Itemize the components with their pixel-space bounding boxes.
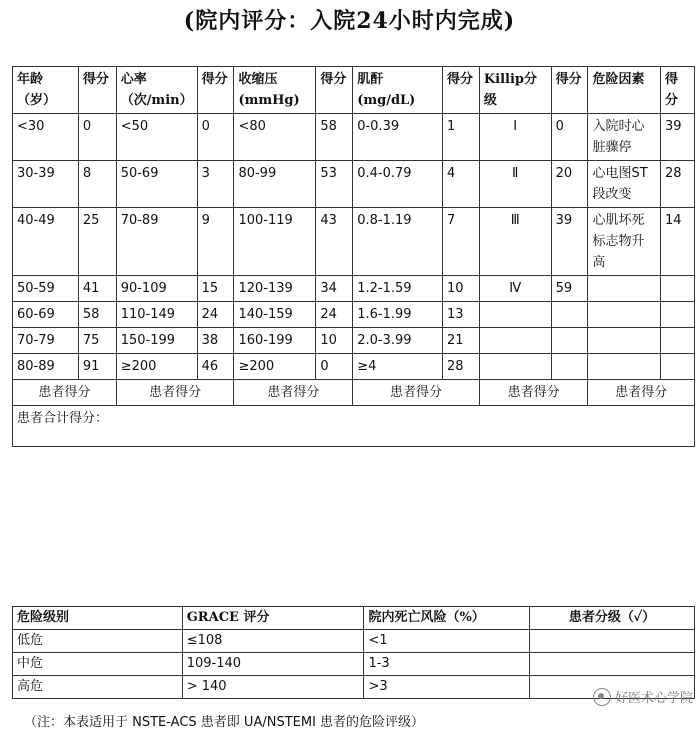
table-cell: 4 (442, 161, 479, 208)
table-cell: ≥200 (116, 354, 197, 380)
table-cell: 0 (78, 114, 116, 161)
table-cell: 低危 (13, 630, 183, 653)
table-cell (479, 354, 551, 380)
table-cell: 9 (197, 208, 234, 276)
table-cell (661, 302, 695, 328)
table-cell: <1 (364, 630, 530, 653)
table-cell (479, 302, 551, 328)
table-cell: 24 (197, 302, 234, 328)
table-row (13, 114, 695, 161)
table-cell: 39 (661, 114, 695, 161)
table-cell: <80 (234, 114, 316, 161)
table-cell: 60-69 (13, 302, 79, 328)
table-cell (479, 328, 551, 354)
table-cell: 25 (78, 208, 116, 276)
table-row (13, 302, 695, 328)
table-cell (588, 276, 661, 302)
table-cell: 心电图ST段改变 (588, 161, 661, 208)
table-cell: 39 (551, 208, 588, 276)
table-cell (551, 328, 588, 354)
table-cell: 160-199 (234, 328, 316, 354)
table-cell (588, 354, 661, 380)
total-score-label: 患者合计得分： (13, 406, 695, 447)
table-cell: 0 (551, 114, 588, 161)
table-cell: >3 (364, 676, 530, 699)
table-cell: 30-39 (13, 161, 79, 208)
table-cell: 2.0-3.99 (353, 328, 443, 354)
table-cell: 53 (316, 161, 353, 208)
table-cell: 100-119 (234, 208, 316, 276)
table-cell: 34 (316, 276, 353, 302)
table-cell: 14 (661, 208, 695, 276)
patient-score-cell: 患者得分 (234, 380, 353, 406)
table-cell (588, 328, 661, 354)
table-cell: 0 (316, 354, 353, 380)
table-cell: 0.8-1.19 (353, 208, 443, 276)
table-cell: 75 (78, 328, 116, 354)
table-cell: 0-0.39 (353, 114, 443, 161)
table-cell: 80-99 (234, 161, 316, 208)
header-cell: 院内死亡风险（%） (364, 607, 530, 630)
header-cell: 得分 (197, 67, 234, 114)
table-cell: 140-159 (234, 302, 316, 328)
table-cell: 28 (442, 354, 479, 380)
patient-score-row (13, 380, 695, 406)
table-cell: 20 (551, 161, 588, 208)
table-cell: <30 (13, 114, 79, 161)
watermark-text: 好医术心学院 (614, 691, 693, 706)
table-cell: 0 (197, 114, 234, 161)
table-cell: 43 (316, 208, 353, 276)
table-cell: 7 (442, 208, 479, 276)
table-cell: 1.6-1.99 (353, 302, 443, 328)
table-cell: > 140 (182, 676, 364, 699)
header-row (13, 67, 695, 114)
header-cell: 得分 (661, 67, 695, 114)
table-cell (551, 302, 588, 328)
header-cell: 肌酐(mg/dL) (353, 67, 443, 114)
footnote: （注：本表适用于 NSTE-ACS 患者即 UA/NSTEMI 患者的危险评级） (24, 715, 425, 730)
table-cell: 120-139 (234, 276, 316, 302)
patient-score-cell: 患者得分 (588, 380, 695, 406)
table-cell: 80-89 (13, 354, 79, 380)
table-cell (551, 354, 588, 380)
patient-score-cell: 患者得分 (353, 380, 480, 406)
table-cell: 50-69 (116, 161, 197, 208)
table-cell: 10 (442, 276, 479, 302)
header-cell: 危险级别 (13, 607, 183, 630)
table-cell: 59 (551, 276, 588, 302)
table-cell: 41 (78, 276, 116, 302)
header-cell: 危险因素 (588, 67, 661, 114)
header-cell: 心率（次/min） (116, 67, 197, 114)
header-cell: GRACE 评分 (182, 607, 364, 630)
table-cell: 15 (197, 276, 234, 302)
table-row (13, 328, 695, 354)
table-row (13, 161, 695, 208)
table-cell: 入院时心脏骤停 (588, 114, 661, 161)
table-cell: 58 (78, 302, 116, 328)
header-cell: 年龄（岁） (13, 67, 79, 114)
header-row (13, 607, 695, 630)
table-cell: 70-89 (116, 208, 197, 276)
header-cell: 得分 (551, 67, 588, 114)
table-cell: 28 (661, 161, 695, 208)
table-cell (661, 354, 695, 380)
table-cell: 10 (316, 328, 353, 354)
table-cell: 40-49 (13, 208, 79, 276)
table-cell (661, 276, 695, 302)
table-cell: Ⅳ (479, 276, 551, 302)
table-row (13, 354, 695, 380)
table-cell: Ⅱ (479, 161, 551, 208)
table-cell: 24 (316, 302, 353, 328)
table-cell: 21 (442, 328, 479, 354)
table-cell: 8 (78, 161, 116, 208)
patient-score-cell: 患者得分 (13, 380, 117, 406)
table-cell (661, 328, 695, 354)
table-cell: 91 (78, 354, 116, 380)
table-cell: 3 (197, 161, 234, 208)
table-row (13, 276, 695, 302)
header-cell: 得分 (442, 67, 479, 114)
table-cell: 70-79 (13, 328, 79, 354)
total-score-row (13, 406, 695, 447)
table-cell: 高危 (13, 676, 183, 699)
table-row (13, 208, 695, 276)
table-cell: 38 (197, 328, 234, 354)
grace-score-table (12, 66, 695, 447)
table-cell: 中危 (13, 653, 183, 676)
header-cell: 得分 (78, 67, 116, 114)
header-cell: 得分 (316, 67, 353, 114)
table-cell: Ⅰ (479, 114, 551, 161)
table-row (13, 653, 695, 676)
table-cell: 1.2-1.59 (353, 276, 443, 302)
table-row (13, 630, 695, 653)
table-cell: 0.4-0.79 (353, 161, 443, 208)
table-cell: <50 (116, 114, 197, 161)
table-cell: ≥200 (234, 354, 316, 380)
table-cell: 心肌坏死标志物升高 (588, 208, 661, 276)
table-cell: 110-149 (116, 302, 197, 328)
table-cell: 109-140 (182, 653, 364, 676)
table-cell: 58 (316, 114, 353, 161)
table-cell: ≤108 (182, 630, 364, 653)
header-cell: 收缩压(mmHg) (234, 67, 316, 114)
table-cell: 1-3 (364, 653, 530, 676)
table-cell: 90-109 (116, 276, 197, 302)
table-cell: 13 (442, 302, 479, 328)
table-cell: 46 (197, 354, 234, 380)
wechat-logo-icon (593, 688, 611, 706)
table-cell: 150-199 (116, 328, 197, 354)
risk-level-table (12, 606, 695, 699)
patient-score-cell: 患者得分 (116, 380, 234, 406)
table-cell (530, 630, 695, 653)
table-cell: ≥4 (353, 354, 443, 380)
header-cell: 患者分级（✓） (530, 607, 695, 630)
patient-score-cell: 患者得分 (479, 380, 588, 406)
table-cell: 1 (442, 114, 479, 161)
table-cell (588, 302, 661, 328)
watermark (593, 687, 693, 706)
table-cell (530, 653, 695, 676)
table-cell: Ⅲ (479, 208, 551, 276)
page-title: (院内评分：入院24小时内完成) (183, 8, 516, 34)
table-cell: 50-59 (13, 276, 79, 302)
header-cell: Killip分级 (479, 67, 551, 114)
